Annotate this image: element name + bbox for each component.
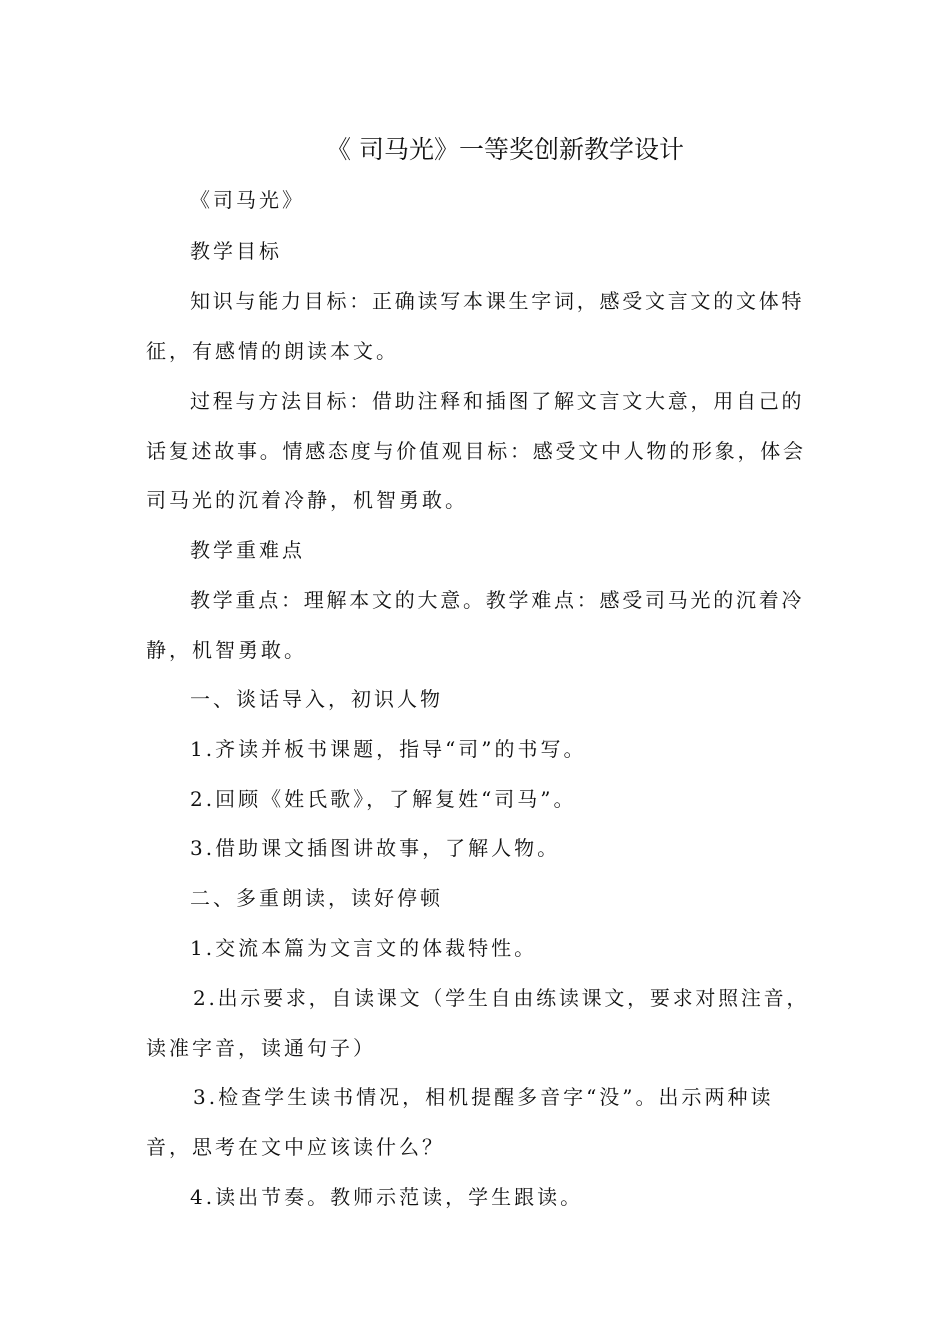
text-line: 读准字音，读通句子） bbox=[146, 1036, 376, 1060]
list-item: 1.交流本篇为文言文的体裁特性。 bbox=[190, 936, 538, 960]
text-line: 过程与方法目标：借助注释和插图了解文言文大意，用自己的 bbox=[190, 389, 805, 413]
text-line: 静，机智勇敢。 bbox=[146, 638, 307, 662]
text-line-lesson-name: 《司马光》 bbox=[190, 188, 305, 212]
text-line: 知识与能力目标：正确读写本课生字词，感受文言文的文体特 bbox=[190, 289, 805, 313]
section-heading-1: 一、谈话导入，初识人物 bbox=[190, 687, 443, 711]
list-item: 3.借助课文插图讲故事，了解人物。 bbox=[190, 836, 561, 860]
list-item: 2.出示要求，自读课文（学生自由练读课文，要求对照注音， bbox=[193, 986, 810, 1010]
document-title: 《 司马光》一等奖创新教学设计 bbox=[326, 135, 684, 164]
list-item: 2.回顾《姓氏歌》，了解复姓“司马”。 bbox=[190, 787, 577, 811]
list-item: 4.读出节奏。教师示范读，学生跟读。 bbox=[190, 1185, 584, 1209]
heading-teaching-goals: 教学目标 bbox=[190, 239, 282, 263]
list-item: 3.检查学生读书情况，相机提醒多音字“没”。出示两种读 bbox=[193, 1085, 774, 1109]
text-line: 话复述故事。情感态度与价值观目标：感受文中人物的形象，体会 bbox=[146, 439, 806, 463]
section-heading-2: 二、多重朗读，读好停顿 bbox=[190, 886, 443, 910]
list-item: 1.齐读并板书课题，指导“司”的书写。 bbox=[190, 737, 587, 761]
text-line: 音，思考在文中应该读什么？ bbox=[146, 1135, 445, 1159]
text-line: 司马光的沉着冷静，机智勇敢。 bbox=[146, 488, 468, 512]
text-line: 教学重点：理解本文的大意。教学难点：感受司马光的沉着冷 bbox=[190, 588, 805, 612]
text-line: 征，有感情的朗读本文。 bbox=[146, 339, 399, 363]
heading-key-points: 教学重难点 bbox=[190, 538, 305, 562]
